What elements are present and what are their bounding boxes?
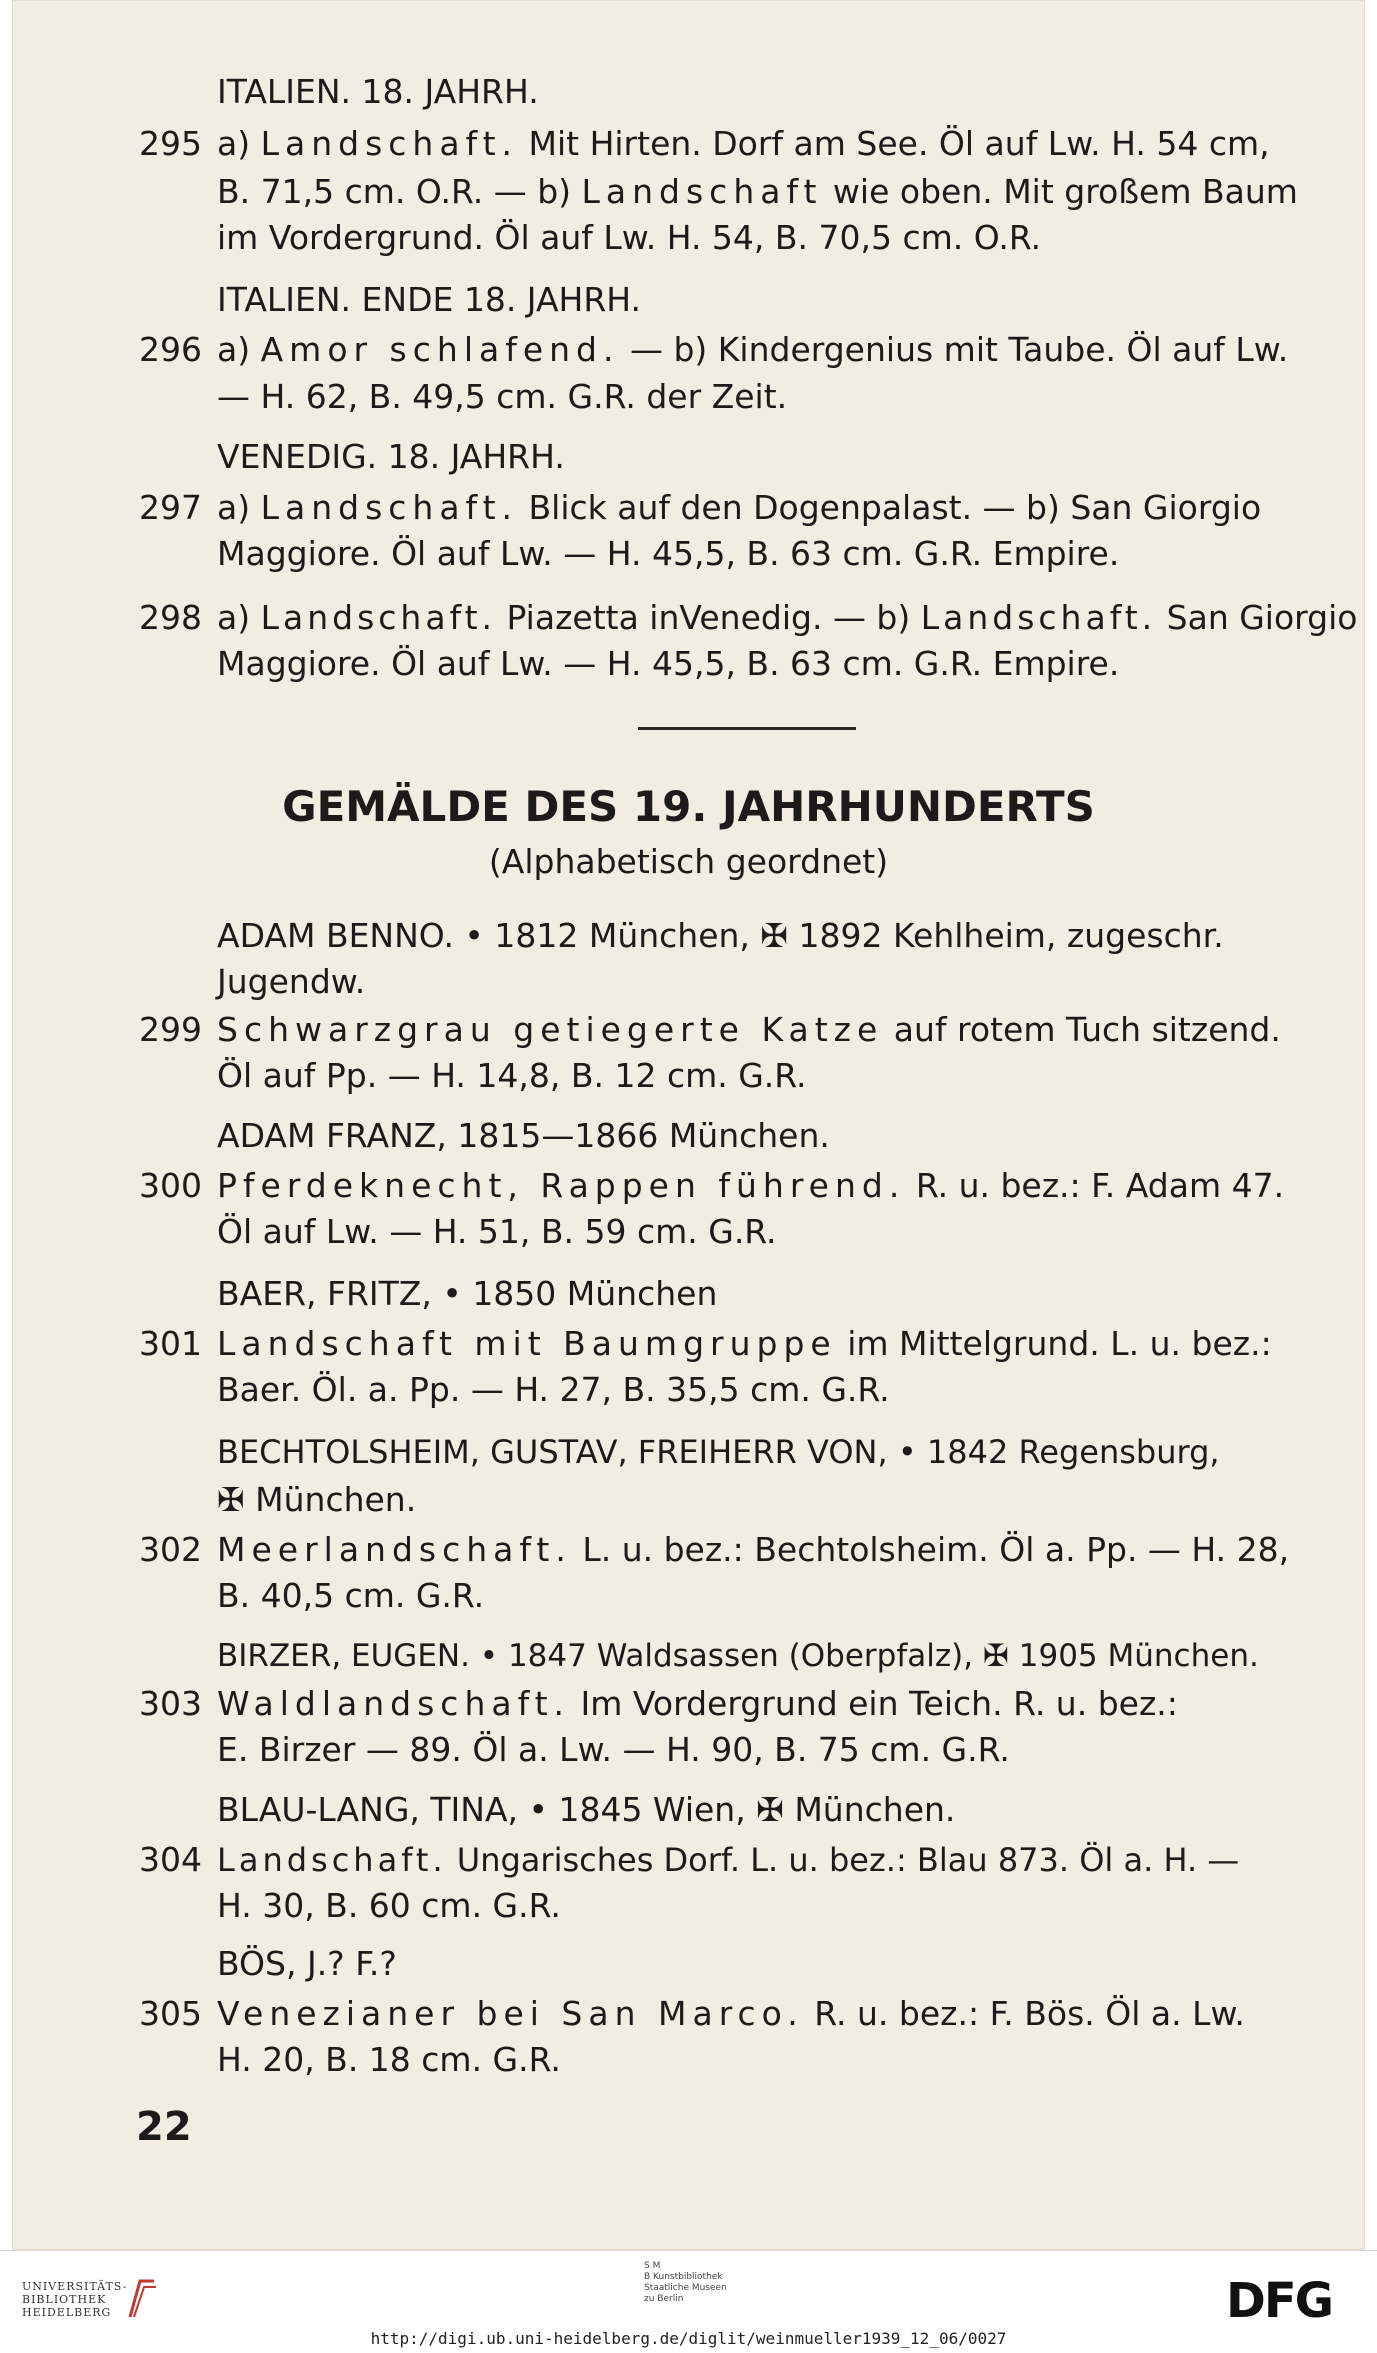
lot-text: Pferdeknecht, Rappen führend. R. u. bez.: F. Adam 47. xyxy=(217,1166,1285,1205)
lot-text: a) Amor schlafend. — b) Kindergenius mit Taube. Öl auf Lw. xyxy=(217,330,1289,369)
lot-text: a) Landschaft. Piazetta inVenedig. — b) Landschaft. San Giorgio xyxy=(217,598,1358,637)
lot-text: Baer. Öl. a. Pp. — H. 27, B. 35,5 cm. G.R. xyxy=(217,1370,890,1409)
lot-number: 302 xyxy=(139,1530,202,1569)
artist-heading: ✠ München. xyxy=(217,1480,417,1519)
section-divider xyxy=(638,727,856,730)
artist-heading: BÖS, J.? F.? xyxy=(217,1944,397,1983)
smb-line: zu Berlin xyxy=(644,2294,684,2304)
artist-heading: BECHTOLSHEIM, GUSTAV, FREIHERR VON, • 1842 Regensburg, xyxy=(217,1433,1220,1471)
lot-text: — H. 62, B. 49,5 cm. G.R. der Zeit. xyxy=(217,377,788,416)
lot-text: Landschaft. Ungarisches Dorf. L. u. bez.: Blau 873. Öl a. H. — xyxy=(217,1841,1240,1879)
artist-heading: BLAU-LANG, TINA, • 1845 Wien, ✠ München. xyxy=(217,1790,956,1829)
artist-heading: ADAM BENNO. • 1812 München, ✠ 1892 Kehlheim, zugeschr. xyxy=(217,916,1224,955)
lot-text: H. 20, B. 18 cm. G.R. xyxy=(217,2040,561,2079)
smb-credit xyxy=(644,2261,727,2305)
lot-text: Öl auf Lw. — H. 51, B. 59 cm. G.R. xyxy=(217,1212,777,1251)
section-subtitle: (Alphabetisch geordnet) xyxy=(488,842,889,881)
lot-text: E. Birzer — 89. Öl a. Lw. — H. 90, B. 75 cm. G.R. xyxy=(217,1730,1010,1769)
lot-text: Waldlandschaft. Im Vordergrund ein Teich. R. u. bez.: xyxy=(217,1684,1178,1723)
lot-number: 304 xyxy=(139,1840,202,1879)
lot-text: im Vordergrund. Öl auf Lw. H. 54, B. 70,5 cm. O.R. xyxy=(217,218,1042,257)
lot-number: 301 xyxy=(139,1324,202,1363)
artist-heading: BAER, FRITZ, • 1850 München xyxy=(217,1274,718,1313)
lot-number: 303 xyxy=(139,1684,202,1723)
lot-text: Maggiore. Öl auf Lw. — H. 45,5, B. 63 cm. G.R. Empire. xyxy=(217,534,1120,573)
section-heading: ITALIEN. ENDE 18. JAHRH. xyxy=(217,280,641,319)
lot-text: a) Landschaft. Mit Hirten. Dorf am See. Öl auf Lw. H. 54 cm, xyxy=(217,124,1270,163)
lot-number: 296 xyxy=(139,330,202,369)
lot-text: Öl auf Pp. — H. 14,8, B. 12 cm. G.R. xyxy=(217,1056,807,1095)
logo-text-line: UNIVERSITÄTS- xyxy=(22,2280,128,2293)
library-emblem-icon xyxy=(124,2277,160,2321)
lot-number: 297 xyxy=(139,488,202,527)
lot-number: 295 xyxy=(139,124,202,163)
smb-line: S M xyxy=(644,2261,661,2271)
lot-text: a) Landschaft. Blick auf den Dogenpalast. — b) San Giorgio xyxy=(217,488,1262,527)
smb-line: Staatliche Museen xyxy=(644,2283,727,2293)
lot-number: 305 xyxy=(139,1994,202,2033)
dfg-logo[interactable]: DFG xyxy=(1226,2273,1333,2329)
artist-heading: BIRZER, EUGEN. • 1847 Waldsassen (Oberpfalz), ✠ 1905 München. xyxy=(217,1638,1259,1674)
lot-text: Venezianer bei San Marco. R. u. bez.: F. Bös. Öl a. Lw. xyxy=(217,1994,1245,2033)
logo-text-line: BIBLIOTHEK xyxy=(22,2293,107,2306)
lot-number: 298 xyxy=(139,598,202,637)
section-heading: VENEDIG. 18. JAHRH. xyxy=(217,437,565,476)
logo-text-line: HEIDELBERG xyxy=(22,2306,112,2319)
smb-line: B Kunstbibliothek xyxy=(644,2272,723,2282)
lot-text: Meerlandschaft. L. u. bez.: Bechtolsheim. Öl a. Pp. — H. 28, xyxy=(217,1530,1290,1569)
lot-number: 300 xyxy=(139,1166,202,1205)
artist-heading: Jugendw. xyxy=(217,962,366,1001)
footer-bar xyxy=(0,2250,1377,2353)
page-number: 22 xyxy=(136,2104,192,2150)
section-title: GEMÄLDE DES 19. JAHRHUNDERTS xyxy=(282,782,1095,831)
lot-text: Schwarzgrau getiegerte Katze auf rotem Tuch sitzend. xyxy=(217,1010,1281,1049)
lot-text: Landschaft mit Baumgruppe im Mittelgrund. L. u. bez.: xyxy=(217,1324,1272,1363)
artist-heading: ADAM FRANZ, 1815—1866 München. xyxy=(217,1116,830,1155)
section-heading: ITALIEN. 18. JAHRH. xyxy=(217,72,539,111)
lot-text: B. 40,5 cm. G.R. xyxy=(217,1576,485,1615)
university-library-logo[interactable] xyxy=(22,2281,152,2331)
lot-text: B. 71,5 cm. O.R. — b) Landschaft wie oben. Mit großem Baum xyxy=(217,172,1298,211)
lot-text: Maggiore. Öl auf Lw. — H. 45,5, B. 63 cm. G.R. Empire. xyxy=(217,644,1120,683)
lot-text: H. 30, B. 60 cm. G.R. xyxy=(217,1886,561,1925)
permalink-url[interactable]: http://digi.ub.uni-heidelberg.de/diglit/weinmueller1939_12_06/0027 xyxy=(370,2329,1007,2348)
lot-number: 299 xyxy=(139,1010,202,1049)
